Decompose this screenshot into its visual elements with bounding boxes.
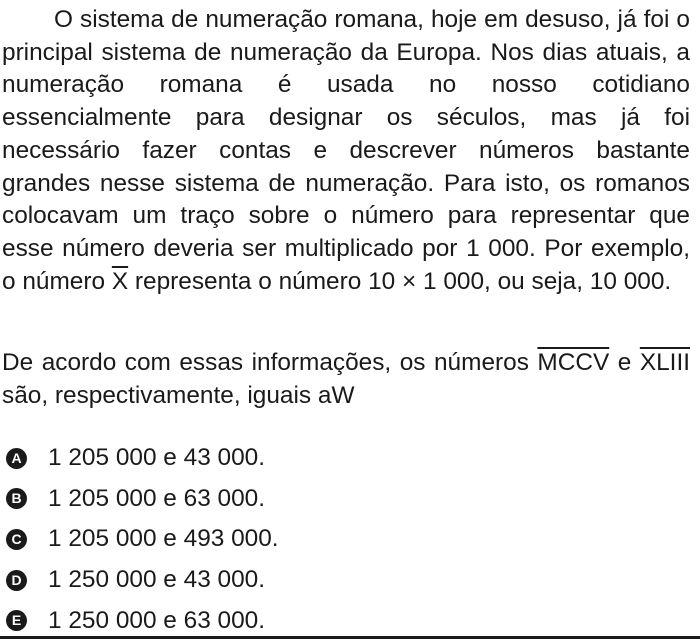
option-text: 1 205 000 e 493 000.	[48, 525, 279, 553]
question-text-part1: De acordo com essas informações, os números	[2, 349, 538, 376]
option-letter-badge: D	[6, 570, 27, 591]
option-letter-badge: E	[6, 610, 27, 631]
answer-options	[0, 438, 700, 641]
passage-paragraph	[2, 4, 690, 298]
question-stem	[2, 347, 690, 412]
answer-option-c[interactable]	[0, 519, 700, 560]
bottom-divider	[0, 636, 700, 639]
answer-option-a[interactable]	[0, 438, 700, 479]
option-letter-badge: A	[6, 448, 27, 469]
option-letter-badge: B	[6, 488, 27, 509]
answer-option-e[interactable]	[0, 600, 700, 641]
question-text-part2: são, respectivamente, iguais aW	[2, 381, 355, 409]
option-text: 1 205 000 e 63 000.	[48, 484, 266, 512]
option-text: 1 250 000 e 43 000.	[48, 566, 266, 594]
overlined-numeral-1: MCCV	[537, 349, 610, 376]
answer-option-b[interactable]	[0, 479, 700, 520]
option-text: 1 250 000 e 63 000.	[48, 606, 266, 634]
overlined-numeral-2: XLIII	[639, 349, 690, 376]
overlined-numeral-example: $\overline{X}$	[111, 267, 129, 295]
option-letter-badge: C	[6, 529, 27, 550]
answer-option-d[interactable]	[0, 560, 700, 601]
passage-text-part1: O sistema de numeração romana, hoje em desuso, já foi o principal sistema de numeração da Europa. Nos dias atuais, a numeração romana é usada no nosso cotidiano essencialmente para designar os séculos, mas já foi necessário fazer contas e descrever números bastante grandes nesse sistema de numeração. Para isto, os romanos colocavam um traço sobre o número para representar que esse número deveria ser multiplicado por 1 000. Por exemplo, o número	[2, 6, 690, 295]
question-connector: e	[609, 349, 640, 376]
passage-text-part2: representa o número 10 × 1 000, ou seja, 10 000.	[128, 267, 672, 295]
option-text: 1 205 000 e 43 000.	[48, 444, 266, 472]
